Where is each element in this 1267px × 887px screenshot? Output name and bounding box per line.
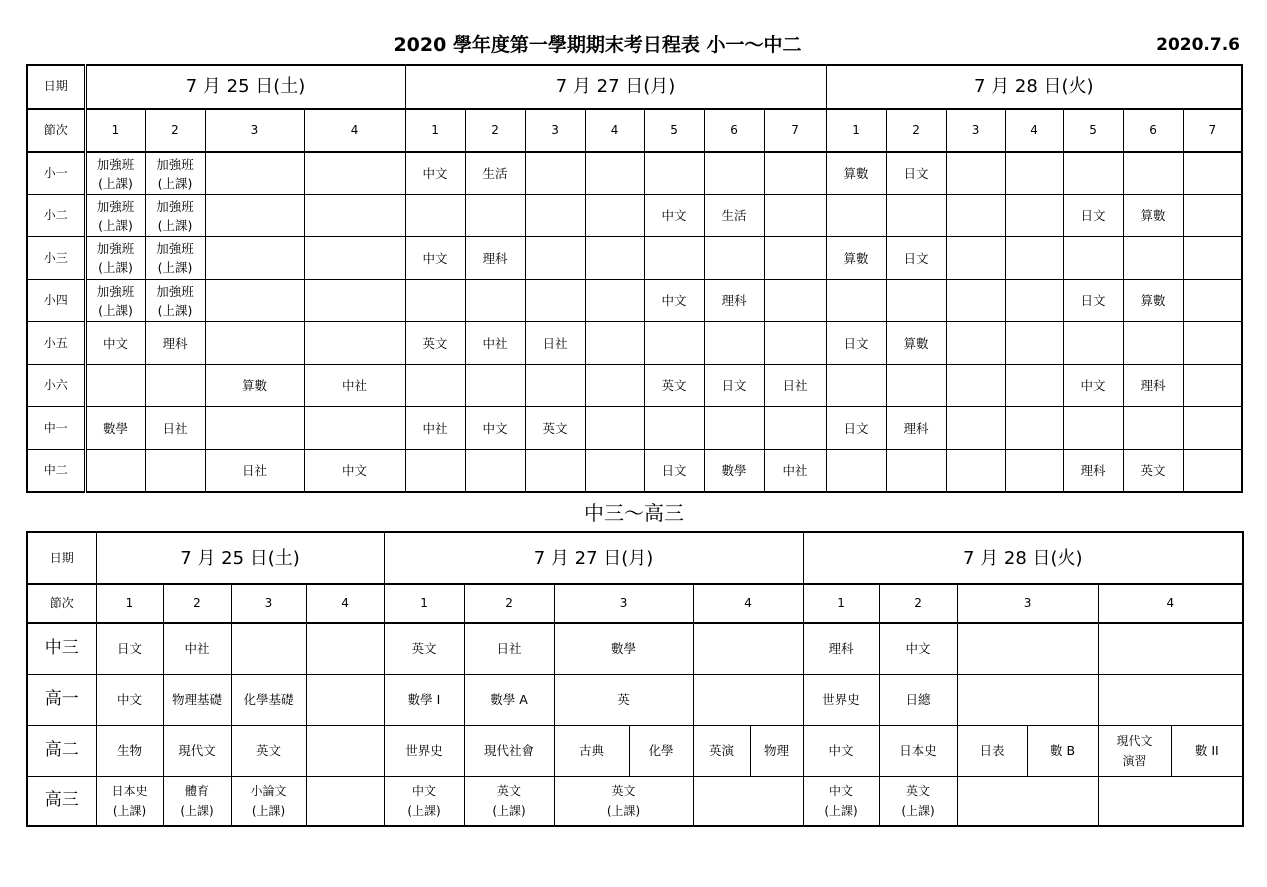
exam-cell: 中文 (上課) (803, 776, 879, 826)
period-number: 2 (163, 584, 231, 623)
exam-cell: 物理 (750, 725, 803, 776)
exam-cell: 日總 (879, 674, 957, 725)
period-number: 6 (704, 109, 764, 153)
period-number: 2 (145, 109, 205, 153)
exam-cell: 中社 (163, 623, 231, 674)
exam-cell (693, 674, 803, 725)
exam-cell: 現代文 演習 (1098, 725, 1171, 776)
exam-cell (1183, 195, 1242, 237)
exam-cell: 世界史 (803, 674, 879, 725)
period-number: 2 (465, 109, 525, 153)
exam-cell (405, 279, 465, 321)
exam-cell (585, 152, 644, 194)
exam-cell (1183, 152, 1242, 194)
exam-cell: 算數 (205, 364, 304, 406)
period-number: 7 (1183, 109, 1242, 153)
exam-cell: 日社 (525, 322, 585, 364)
grade-label: 中一 (27, 407, 85, 449)
exam-cell (525, 195, 585, 237)
exam-cell: 小論文 (上課) (231, 776, 306, 826)
exam-cell: 英文 (405, 322, 465, 364)
exam-cell (585, 407, 644, 449)
period-number: 1 (85, 109, 145, 153)
exam-cell (1005, 279, 1063, 321)
exam-cell (304, 195, 405, 237)
exam-cell (585, 195, 644, 237)
exam-cell (465, 279, 525, 321)
exam-cell (1005, 152, 1063, 194)
document-date: 2020.7.6 (1156, 35, 1240, 55)
exam-cell (764, 407, 826, 449)
exam-cell (306, 776, 384, 826)
exam-cell: 英文 (525, 407, 585, 449)
exam-cell (946, 449, 1005, 492)
exam-cell (306, 725, 384, 776)
exam-cell (304, 407, 405, 449)
exam-cell: 化學 (629, 725, 693, 776)
exam-cell: 數 II (1171, 725, 1243, 776)
exam-cell: 英 (554, 674, 693, 725)
exam-cell (886, 364, 946, 406)
exam-cell: 日社 (145, 407, 205, 449)
exam-cell (205, 152, 304, 194)
day-header: 7 月 28 日(火) (803, 532, 1243, 584)
exam-cell: 理科 (1123, 364, 1183, 406)
period-number: 1 (826, 109, 886, 153)
exam-cell: 理科 (145, 322, 205, 364)
exam-cell (1183, 279, 1242, 321)
exam-cell: 中文 (803, 725, 879, 776)
period-number: 1 (96, 584, 163, 623)
exam-cell: 日本史 (上課) (96, 776, 163, 826)
exam-cell (85, 364, 145, 406)
exam-cell: 中文 (405, 152, 465, 194)
exam-cell: 理科 (465, 237, 525, 279)
exam-cell (405, 195, 465, 237)
period-label: 節次 (27, 584, 96, 623)
grade-label: 中二 (27, 449, 85, 492)
exam-cell (946, 279, 1005, 321)
exam-cell (1123, 407, 1183, 449)
exam-cell: 算數 (826, 152, 886, 194)
exam-cell: 中社 (304, 364, 405, 406)
grade-label: 小三 (27, 237, 85, 279)
day-header: 7 月 27 日(月) (384, 532, 803, 584)
exam-cell: 加強班 (上課) (85, 279, 145, 321)
exam-cell (946, 195, 1005, 237)
exam-cell: 中文 (上課) (384, 776, 464, 826)
period-number: 4 (306, 584, 384, 623)
period-number: 3 (205, 109, 304, 153)
exam-cell (1063, 237, 1123, 279)
exam-cell (704, 322, 764, 364)
exam-cell: 體育 (上課) (163, 776, 231, 826)
period-number: 3 (231, 584, 306, 623)
date-label: 日期 (27, 532, 96, 584)
exam-cell (1183, 407, 1242, 449)
exam-cell (946, 152, 1005, 194)
exam-cell (304, 237, 405, 279)
exam-cell (304, 322, 405, 364)
exam-cell: 英文 (上課) (554, 776, 693, 826)
section-subtitle: 中三～高三 (584, 501, 684, 525)
exam-cell: 數學 (704, 449, 764, 492)
exam-cell: 日文 (886, 152, 946, 194)
exam-cell: 英文 (644, 364, 704, 406)
exam-cell: 中文 (405, 237, 465, 279)
exam-cell: 中文 (1063, 364, 1123, 406)
exam-cell (1183, 449, 1242, 492)
period-number: 1 (803, 584, 879, 623)
period-number: 3 (946, 109, 1005, 153)
exam-cell (704, 407, 764, 449)
exam-cell (231, 623, 306, 674)
exam-cell (1098, 674, 1243, 725)
exam-cell (585, 279, 644, 321)
exam-cell (826, 364, 886, 406)
date-label: 日期 (27, 65, 85, 109)
exam-cell: 英文 (231, 725, 306, 776)
exam-cell: 英文 (1123, 449, 1183, 492)
exam-cell (1123, 237, 1183, 279)
period-number: 3 (525, 109, 585, 153)
exam-cell: 日文 (644, 449, 704, 492)
exam-cell (1005, 407, 1063, 449)
grade-label: 小二 (27, 195, 85, 237)
exam-cell (1098, 776, 1243, 826)
exam-cell (205, 407, 304, 449)
exam-cell (465, 195, 525, 237)
exam-cell (145, 364, 205, 406)
exam-cell: 中文 (304, 449, 405, 492)
exam-cell (205, 279, 304, 321)
exam-cell: 日社 (464, 623, 554, 674)
period-number: 5 (1063, 109, 1123, 153)
period-number: 5 (644, 109, 704, 153)
exam-cell: 中文 (96, 674, 163, 725)
exam-cell: 數學 (85, 407, 145, 449)
exam-cell (306, 623, 384, 674)
exam-cell (1098, 623, 1243, 674)
period-number: 3 (957, 584, 1098, 623)
exam-cell (644, 152, 704, 194)
exam-cell: 數學 (554, 623, 693, 674)
exam-cell: 中社 (405, 407, 465, 449)
exam-cell: 加強班 (上課) (85, 195, 145, 237)
exam-cell (644, 407, 704, 449)
exam-cell: 英演 (693, 725, 750, 776)
grade-label: 小四 (27, 279, 85, 321)
exam-cell: 現代文 (163, 725, 231, 776)
period-number: 2 (879, 584, 957, 623)
period-number: 2 (464, 584, 554, 623)
exam-cell (525, 364, 585, 406)
exam-cell (525, 449, 585, 492)
exam-cell: 中文 (644, 279, 704, 321)
exam-cell: 中文 (879, 623, 957, 674)
exam-cell (85, 449, 145, 492)
exam-cell: 理科 (1063, 449, 1123, 492)
exam-cell: 世界史 (384, 725, 464, 776)
exam-cell: 加強班 (上課) (145, 237, 205, 279)
exam-cell: 英文 (384, 623, 464, 674)
schedule-table-elementary (26, 64, 1243, 493)
exam-cell (1123, 152, 1183, 194)
exam-cell (957, 623, 1098, 674)
exam-cell: 日社 (205, 449, 304, 492)
exam-cell: 日文 (704, 364, 764, 406)
exam-cell: 日文 (1063, 279, 1123, 321)
day-header: 7 月 25 日(土) (96, 532, 384, 584)
exam-cell: 數 B (1027, 725, 1098, 776)
day-header: 7 月 25 日(土) (85, 65, 405, 109)
period-number: 4 (693, 584, 803, 623)
exam-cell: 英文 (上課) (879, 776, 957, 826)
exam-cell (585, 237, 644, 279)
exam-cell: 理科 (803, 623, 879, 674)
exam-cell (1063, 407, 1123, 449)
exam-cell (585, 449, 644, 492)
exam-cell (1183, 237, 1242, 279)
exam-cell (764, 237, 826, 279)
schedule-table-secondary (26, 531, 1244, 827)
exam-cell (764, 279, 826, 321)
exam-cell: 加強班 (上課) (145, 195, 205, 237)
grade-label: 小五 (27, 322, 85, 364)
exam-cell: 生物 (96, 725, 163, 776)
exam-cell: 日文 (96, 623, 163, 674)
period-number: 3 (554, 584, 693, 623)
exam-cell: 現代社會 (464, 725, 554, 776)
exam-cell: 數學 I (384, 674, 464, 725)
exam-cell (1183, 322, 1242, 364)
exam-cell (304, 152, 405, 194)
exam-cell (1005, 449, 1063, 492)
exam-cell (957, 674, 1098, 725)
exam-cell: 中文 (465, 407, 525, 449)
period-number: 4 (1098, 584, 1243, 623)
grade-label: 小一 (27, 152, 85, 194)
exam-cell (1183, 364, 1242, 406)
period-number: 2 (886, 109, 946, 153)
exam-cell (693, 776, 803, 826)
exam-cell: 算數 (1123, 195, 1183, 237)
exam-cell: 日文 (826, 322, 886, 364)
exam-cell (525, 279, 585, 321)
exam-cell: 數學 A (464, 674, 554, 725)
exam-cell (946, 364, 1005, 406)
exam-cell (946, 237, 1005, 279)
exam-cell (304, 279, 405, 321)
exam-cell (644, 237, 704, 279)
exam-cell (957, 776, 1098, 826)
exam-cell: 中文 (644, 195, 704, 237)
exam-cell: 理科 (886, 407, 946, 449)
exam-cell: 日社 (764, 364, 826, 406)
exam-cell: 日文 (886, 237, 946, 279)
exam-cell (764, 152, 826, 194)
period-number: 7 (764, 109, 826, 153)
exam-cell: 理科 (704, 279, 764, 321)
grade-label: 高二 (27, 725, 96, 776)
exam-cell: 算數 (886, 322, 946, 364)
exam-cell: 中社 (465, 322, 525, 364)
exam-cell (886, 279, 946, 321)
exam-cell (704, 152, 764, 194)
exam-cell (405, 449, 465, 492)
grade-label: 高一 (27, 674, 96, 725)
exam-cell (886, 449, 946, 492)
exam-cell: 日文 (826, 407, 886, 449)
exam-cell (585, 322, 644, 364)
exam-cell (826, 195, 886, 237)
exam-cell (306, 674, 384, 725)
exam-cell: 日文 (1063, 195, 1123, 237)
period-label: 節次 (27, 109, 85, 153)
exam-cell (826, 279, 886, 321)
exam-cell (946, 322, 1005, 364)
exam-cell: 生活 (704, 195, 764, 237)
exam-cell: 加強班 (上課) (145, 279, 205, 321)
exam-cell: 化學基礎 (231, 674, 306, 725)
exam-cell: 日本史 (879, 725, 957, 776)
exam-cell (1005, 195, 1063, 237)
exam-cell: 中社 (764, 449, 826, 492)
exam-cell (1005, 322, 1063, 364)
exam-cell (704, 237, 764, 279)
exam-cell (764, 195, 826, 237)
exam-cell (585, 364, 644, 406)
period-number: 4 (585, 109, 644, 153)
exam-cell (826, 449, 886, 492)
period-number: 4 (304, 109, 405, 153)
period-number: 6 (1123, 109, 1183, 153)
exam-cell (1063, 152, 1123, 194)
day-header: 7 月 27 日(月) (405, 65, 826, 109)
exam-cell (465, 449, 525, 492)
exam-cell (205, 195, 304, 237)
exam-cell (1005, 364, 1063, 406)
exam-cell (205, 237, 304, 279)
exam-cell (886, 195, 946, 237)
exam-cell: 中文 (85, 322, 145, 364)
exam-cell: 算數 (1123, 279, 1183, 321)
period-number: 4 (1005, 109, 1063, 153)
grade-label: 高三 (27, 776, 96, 826)
day-header: 7 月 28 日(火) (826, 65, 1242, 109)
exam-cell (946, 407, 1005, 449)
exam-cell (1005, 237, 1063, 279)
exam-cell: 日表 (957, 725, 1027, 776)
exam-cell (525, 152, 585, 194)
exam-cell (693, 623, 803, 674)
exam-cell: 古典 (554, 725, 629, 776)
period-number: 1 (405, 109, 465, 153)
exam-cell (1063, 322, 1123, 364)
exam-cell: 加強班 (上課) (145, 152, 205, 194)
exam-cell: 加強班 (上課) (85, 152, 145, 194)
exam-cell: 英文 (上課) (464, 776, 554, 826)
exam-cell (465, 364, 525, 406)
exam-cell (405, 364, 465, 406)
page-title: 2020 學年度第一學期期末考日程表 小一～中二 (393, 34, 802, 56)
grade-label: 中三 (27, 623, 96, 674)
exam-cell (1123, 322, 1183, 364)
exam-cell (764, 322, 826, 364)
exam-cell (145, 449, 205, 492)
exam-cell: 物理基礎 (163, 674, 231, 725)
grade-label: 小六 (27, 364, 85, 406)
exam-cell (525, 237, 585, 279)
exam-cell: 算數 (826, 237, 886, 279)
exam-cell (205, 322, 304, 364)
exam-cell: 生活 (465, 152, 525, 194)
exam-cell: 加強班 (上課) (85, 237, 145, 279)
period-number: 1 (384, 584, 464, 623)
exam-cell (644, 322, 704, 364)
